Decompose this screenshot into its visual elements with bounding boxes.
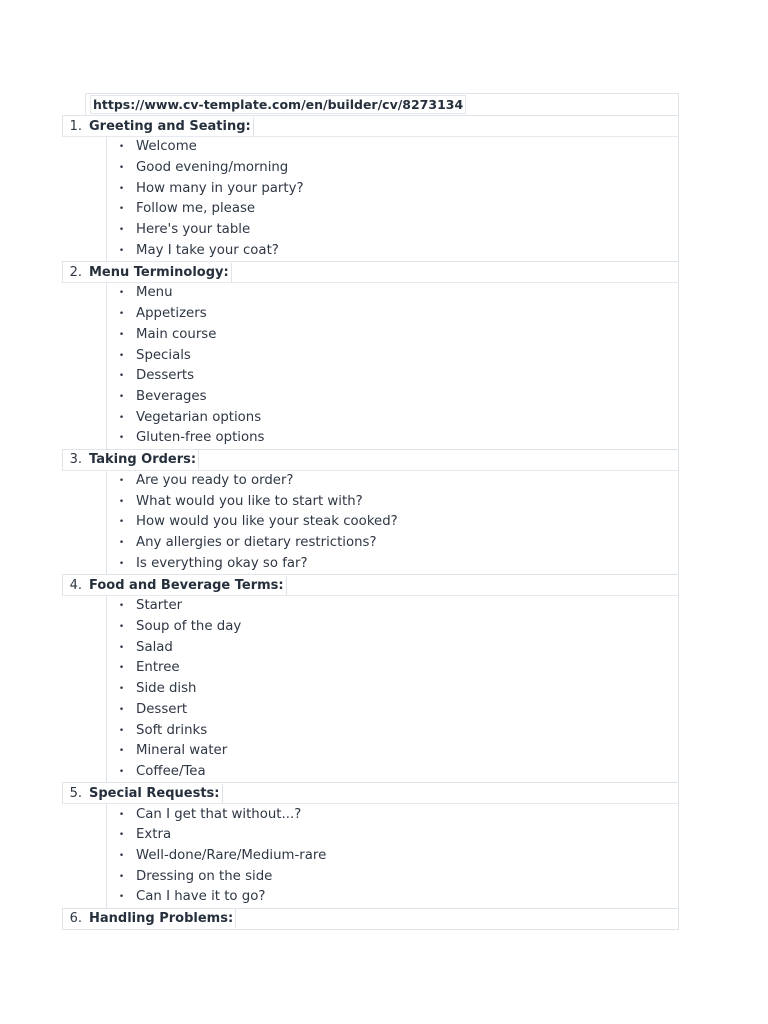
list-item <box>107 762 678 783</box>
bullet-icon: • <box>118 809 125 820</box>
section-1 <box>62 115 679 261</box>
list-item <box>107 846 678 867</box>
bullet-icon: • <box>118 558 125 569</box>
list-item <box>107 804 678 825</box>
list-item-text: Main course <box>136 326 217 342</box>
section-heading <box>62 262 679 283</box>
list-item-text: Appetizers <box>136 306 207 322</box>
list-item <box>107 178 678 199</box>
list-item <box>107 637 678 658</box>
list-item <box>107 533 678 554</box>
list-item <box>107 617 678 638</box>
bullet-icon: • <box>118 371 125 382</box>
bullet-icon: • <box>118 288 125 299</box>
list-item-text: Are you ready to order? <box>136 472 294 488</box>
section-4 <box>62 574 679 782</box>
bullet-icon: • <box>118 538 125 549</box>
bullet-icon: • <box>118 850 125 861</box>
section-number: 5. <box>69 785 82 801</box>
list-item-text: Good evening/morning <box>136 160 289 176</box>
list-item-text: Dressing on the side <box>136 868 273 884</box>
list-item-text: Any allergies or dietary restrictions? <box>136 535 377 551</box>
url-cell <box>85 93 679 115</box>
list-item <box>107 491 678 512</box>
list-item-text: Coffee/Tea <box>136 763 206 779</box>
list-item <box>107 700 678 721</box>
bullet-icon: • <box>118 412 125 423</box>
bullet-icon: • <box>118 329 125 340</box>
list-item <box>107 471 678 492</box>
section-list <box>62 115 679 930</box>
list-item <box>107 512 678 533</box>
document <box>62 93 679 930</box>
bullet-icon: • <box>118 684 125 695</box>
bullet-icon: • <box>118 892 125 903</box>
bullet-icon: • <box>118 163 125 174</box>
section-title: Special Requests: <box>87 784 223 803</box>
section-heading <box>62 575 679 596</box>
list-item-text: Side dish <box>136 681 197 697</box>
url-row <box>62 93 679 115</box>
list-item-text: Starter <box>136 598 183 614</box>
list-item-text: Menu <box>136 285 173 301</box>
list-item-text: Can I have it to go? <box>136 889 266 905</box>
bullet-icon: • <box>118 704 125 715</box>
list-item <box>107 679 678 700</box>
list-item <box>107 137 678 158</box>
list-item <box>107 387 678 408</box>
section-title: Greeting and Seating: <box>87 117 254 136</box>
list-item <box>107 428 678 449</box>
section-2 <box>62 261 679 449</box>
bullet-list <box>106 137 679 261</box>
section-heading <box>62 783 679 804</box>
bullet-icon: • <box>118 433 125 444</box>
bullet-list <box>106 283 679 449</box>
list-item <box>107 658 678 679</box>
section-title: Food and Beverage Terms: <box>87 576 287 595</box>
list-item <box>107 887 678 908</box>
section-number: 1. <box>69 118 82 134</box>
bullet-icon: • <box>118 391 125 402</box>
bullet-icon: • <box>118 766 125 777</box>
list-item-text: Follow me, please <box>136 201 256 217</box>
bullet-icon: • <box>118 725 125 736</box>
list-item <box>107 596 678 617</box>
section-number: 6. <box>69 911 82 927</box>
bullet-list <box>106 804 679 907</box>
bullet-icon: • <box>118 496 125 507</box>
list-item-text: Gluten-free options <box>136 430 265 446</box>
list-item <box>107 325 678 346</box>
bullet-icon: • <box>118 746 125 757</box>
list-item-text: How would you like your steak cooked? <box>136 514 398 530</box>
list-item <box>107 720 678 741</box>
bullet-icon: • <box>118 204 125 215</box>
section-heading <box>62 450 679 471</box>
list-item <box>107 220 678 241</box>
list-item-text: What would you like to start with? <box>136 493 363 509</box>
list-item-text: Is everything okay so far? <box>136 555 308 571</box>
section-6 <box>62 908 679 930</box>
list-item-text: Beverages <box>136 388 207 404</box>
bullet-icon: • <box>118 871 125 882</box>
source-url[interactable]: https://www.cv-template.com/en/builder/cv/8273134 <box>90 95 466 114</box>
list-item <box>107 866 678 887</box>
list-item-text: Soft drinks <box>136 722 208 738</box>
bullet-icon: • <box>118 663 125 674</box>
list-item-text: May I take your coat? <box>136 242 279 258</box>
bullet-icon: • <box>118 350 125 361</box>
list-item <box>107 304 678 325</box>
list-item-text: How many in your party? <box>136 180 304 196</box>
list-item <box>107 825 678 846</box>
bullet-icon: • <box>118 642 125 653</box>
list-item-text: Mineral water <box>136 743 228 759</box>
list-item <box>107 407 678 428</box>
list-item-text: Soup of the day <box>136 619 242 635</box>
section-title: Taking Orders: <box>87 450 199 469</box>
list-item-text: Can I get that without...? <box>136 806 302 822</box>
bullet-icon: • <box>118 142 125 153</box>
list-item <box>107 366 678 387</box>
list-item-text: Vegetarian options <box>136 409 262 425</box>
list-item <box>107 283 678 304</box>
section-number: 4. <box>69 577 82 593</box>
list-item <box>107 240 678 261</box>
bullet-list <box>106 596 679 782</box>
bullet-icon: • <box>118 830 125 841</box>
list-item-text: Dessert <box>136 701 188 717</box>
list-item <box>107 741 678 762</box>
list-item-text: Extra <box>136 827 172 843</box>
list-item-text: Welcome <box>136 139 197 155</box>
list-item <box>107 199 678 220</box>
bullet-icon: • <box>118 517 125 528</box>
section-heading <box>62 909 679 930</box>
bullet-list <box>106 471 679 574</box>
list-item-text: Well-done/Rare/Medium-rare <box>136 847 327 863</box>
section-5 <box>62 782 679 907</box>
bullet-icon: • <box>118 622 125 633</box>
section-number: 3. <box>69 452 82 468</box>
bullet-icon: • <box>118 601 125 612</box>
bullet-icon: • <box>118 225 125 236</box>
list-item-text: Here's your table <box>136 222 251 238</box>
list-item <box>107 158 678 179</box>
section-number: 2. <box>69 264 82 280</box>
bullet-icon: • <box>118 183 125 194</box>
section-title: Handling Problems: <box>87 909 236 928</box>
section-3 <box>62 449 679 574</box>
section-heading <box>62 116 679 137</box>
list-item <box>107 345 678 366</box>
list-item-text: Entree <box>136 660 180 676</box>
section-title: Menu Terminology: <box>87 263 232 282</box>
bullet-icon: • <box>118 245 125 256</box>
list-item <box>107 553 678 574</box>
bullet-icon: • <box>118 309 125 320</box>
bullet-icon: • <box>118 475 125 486</box>
list-item-text: Specials <box>136 347 191 363</box>
list-item-text: Salad <box>136 639 173 655</box>
list-item-text: Desserts <box>136 368 195 384</box>
